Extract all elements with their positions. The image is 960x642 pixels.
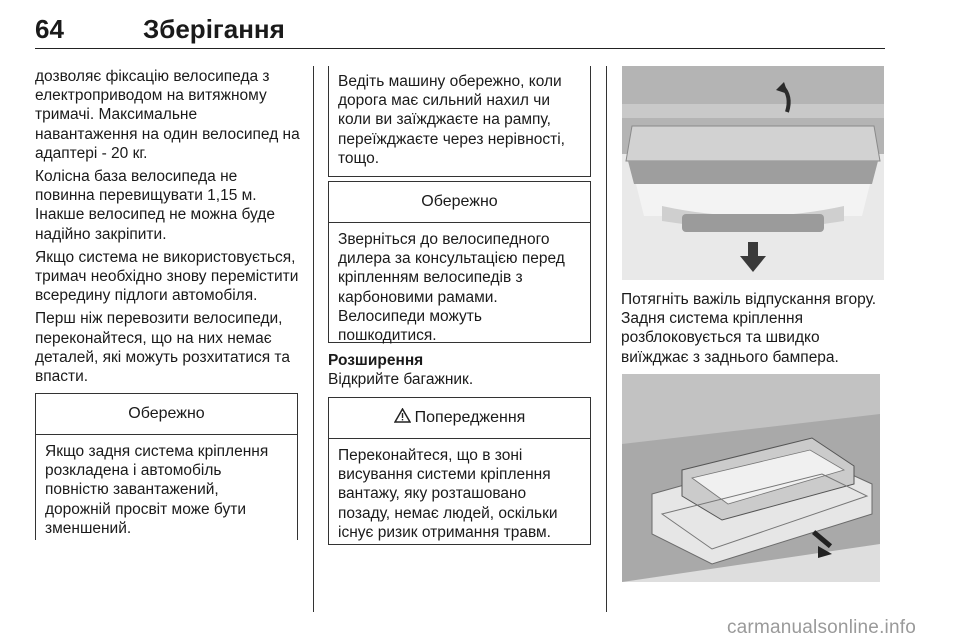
- extensions-heading: Розширення: [328, 352, 424, 369]
- figure-release-lever: [622, 66, 884, 280]
- paragraph: Колісна база велосипеда не повинна перевищувати 1,15 м. Інакше велосипед не можна буде надійно закріпити.: [35, 168, 275, 243]
- notice-text: Ведіть машину обережно, коли дорога має сильний нахил чи коли ви заїжджаєте на рампу, переїжджаєте через нерівності, тощо.: [338, 73, 565, 167]
- caution-title: Обережно: [36, 394, 297, 435]
- warning-text: Переконайтеся, що в зоні висування системи кріплення вантажу, яку розташовано позаду, немає людей, оскільки існує ризик отримання травм.: [338, 447, 558, 541]
- extensions-section: [328, 351, 593, 389]
- column-divider-1: [313, 66, 314, 612]
- column-divider-2: [606, 66, 607, 612]
- warning-triangle-icon: [394, 408, 411, 428]
- warning-box: [328, 397, 591, 545]
- watermark: carmanualsonline.info: [726, 617, 916, 638]
- column1-text: [35, 67, 300, 390]
- figure-carrier-extended: [622, 374, 880, 582]
- section-title: Зберігання: [143, 14, 285, 44]
- figure-caption: Потягніть важіль відпускання вгору. Задня система кріплення розблоковується та швидко виїжджає з заднього бампера.: [621, 291, 877, 366]
- paragraph: Якщо система не використовується, тримач необхідно знову перемістити всередину підлоги автомобіля.: [35, 248, 299, 305]
- page-number: 64: [35, 14, 64, 44]
- warning-header: [329, 398, 590, 439]
- caution-box-1: [35, 393, 298, 540]
- extensions-text: Відкрийте багажник.: [328, 371, 474, 389]
- caution-text: Зверніться до велосипедного дилера за консультацією перед кріпленням велосипедів з карбоновими рамами. Велосипеди можуть пошкодитися.: [338, 231, 565, 345]
- warning-title: Попередження: [414, 409, 526, 426]
- notice-box-continued: [328, 66, 591, 177]
- paragraph: дозволяє фіксацію велосипеда з електроприводом на витяжному тримачі. Максимальне навантаження на один велосипед на адаптері - 20 кг.: [35, 68, 300, 162]
- page-header: [35, 10, 885, 49]
- caution-box-2: [328, 181, 591, 343]
- caution-text: Якщо задня система кріплення розкладена і автомобіль повністю завантажений, дорожній просвіт може бути зменшений.: [45, 443, 269, 537]
- caution-title: Обережно: [329, 182, 590, 223]
- paragraph: Перш ніж перевозити велосипеди, переконайтеся, що на них немає деталей, які можуть розхитатися та впасти.: [35, 310, 290, 386]
